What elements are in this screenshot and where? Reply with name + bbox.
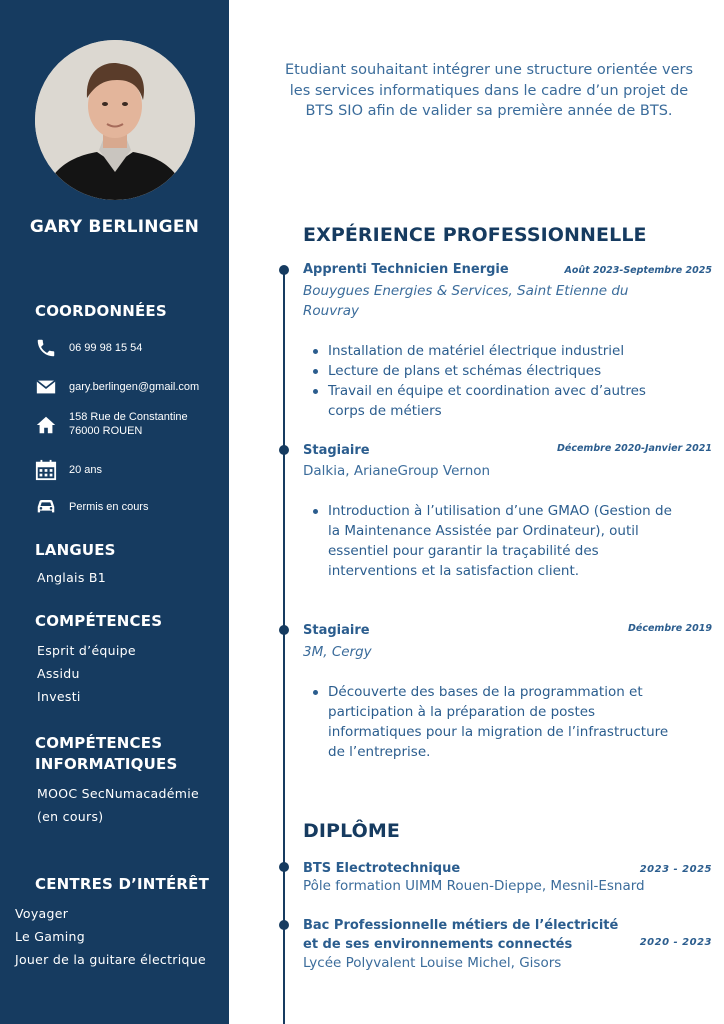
email-row: [35, 376, 225, 400]
job-bullets: [313, 501, 673, 581]
main-content: [229, 0, 724, 1024]
timeline-line: [283, 268, 285, 1024]
list-item: Le Gaming: [15, 929, 85, 944]
phone-icon: [35, 337, 57, 359]
phone-number: 06 99 98 15 54: [69, 342, 143, 354]
job-bullets: [313, 682, 673, 762]
list-item: MOOC SecNumacadémie: [37, 786, 199, 801]
list-item: Lecture de plans et schémas électriques: [313, 361, 673, 381]
diploma-school: Pôle formation UIMM Rouen-Dieppe, Mesnil-Esnard: [303, 878, 645, 894]
skills-heading: COMPÉTENCES: [35, 612, 163, 630]
envelope-icon: [35, 376, 57, 398]
job-date: Décembre 2019: [628, 623, 712, 634]
profile-photo-icon: [35, 40, 195, 200]
timeline-dot: [279, 445, 289, 455]
diploma-title: BTS Electrotechnique: [303, 861, 461, 876]
job-company: 3M, Cergy: [303, 644, 372, 660]
timeline-dot: [279, 920, 289, 930]
job-title: Apprenti Technicien Energie: [303, 262, 509, 277]
languages-list: [37, 566, 106, 589]
calendar-icon: [35, 459, 57, 481]
list-item: Assidu: [37, 666, 80, 681]
profile-summary: Etudiant souhaitant intégrer une structure orientée vers les services informatiques dans le cadre d’un projet de BTS SIO afin de valider sa première année de BTS.: [284, 62, 694, 119]
it-skills-list: [37, 782, 199, 828]
timeline-dot: [279, 265, 289, 275]
email-address: gary.berlingen@gmail.com: [69, 381, 200, 393]
license-row: [35, 495, 225, 519]
skills-list: [37, 639, 136, 708]
diploma-title: Bac Professionnelle métiers de l’électricité et de ses environnements connectés: [303, 918, 619, 952]
job-date: Décembre 2020-Janvier 2021: [557, 443, 712, 454]
car-icon: [35, 495, 57, 517]
list-item: Esprit d’équipe: [37, 643, 136, 658]
list-item: Travail en équipe et coordination avec d’autres corps de métiers: [313, 381, 673, 421]
job-company: Dalkia, ArianeGroup Vernon: [303, 463, 491, 479]
contact-heading: COORDONNÉES: [35, 302, 167, 320]
list-item: (en cours): [37, 809, 104, 824]
timeline-dot: [279, 625, 289, 635]
address-line-2: 76000 ROUEN: [69, 425, 143, 437]
diploma-date: 2020 - 2023: [639, 937, 712, 948]
job-date: Août 2023-Septembre 2025: [564, 265, 712, 276]
job-title: Stagiaire: [303, 623, 370, 638]
interests-list: [15, 902, 206, 971]
diploma-school: Lycée Polyvalent Louise Michel, Gisors: [303, 955, 562, 971]
job-bullets: [313, 341, 673, 421]
experience-heading: EXPÉRIENCE PROFESSIONNELLE: [303, 224, 647, 246]
phone-row: [35, 337, 225, 361]
diploma-date: 2023 - 2025: [639, 864, 712, 875]
list-item: Investi: [37, 689, 81, 704]
list-item: Installation de matériel électrique industriel: [313, 341, 673, 361]
languages-heading: LANGUES: [35, 541, 116, 559]
interests-heading: CENTRES D’INTÉRÊT: [35, 875, 210, 893]
sidebar: [0, 0, 229, 1024]
list-item: Découverte des bases de la programmation et participation à la préparation de postes informatiques pour la migration de l’infrastructure de l’entreprise.: [313, 682, 673, 762]
driving-license: Permis en cours: [69, 501, 149, 513]
address-line-1: 158 Rue de Constantine: [69, 411, 188, 423]
list-item: Anglais B1: [37, 570, 107, 585]
list-item: Jouer de la guitare électrique: [15, 952, 206, 967]
it-skills-heading: COMPÉTENCES INFORMATIQUES: [35, 734, 178, 773]
list-item: Introduction à l’utilisation d’une GMAO (Gestion de la Maintenance Assistée par Ordinateur), outil essentiel pour garantir la traçabilité des interventions et la satisfaction client.: [313, 501, 673, 581]
age: 20 ans: [69, 464, 103, 476]
job-title: Stagiaire: [303, 443, 370, 458]
avatar: [35, 40, 195, 200]
job-company: Bouygues Energies & Services, Saint Etienne du Rouvray: [303, 283, 629, 319]
education-heading: DIPLÔME: [303, 820, 400, 842]
list-item: Voyager: [15, 906, 69, 921]
age-row: [35, 459, 225, 483]
timeline-dot: [279, 862, 289, 872]
candidate-name: GARY BERLINGEN: [29, 217, 200, 237]
home-icon: [35, 414, 57, 436]
address-row: [35, 412, 225, 444]
